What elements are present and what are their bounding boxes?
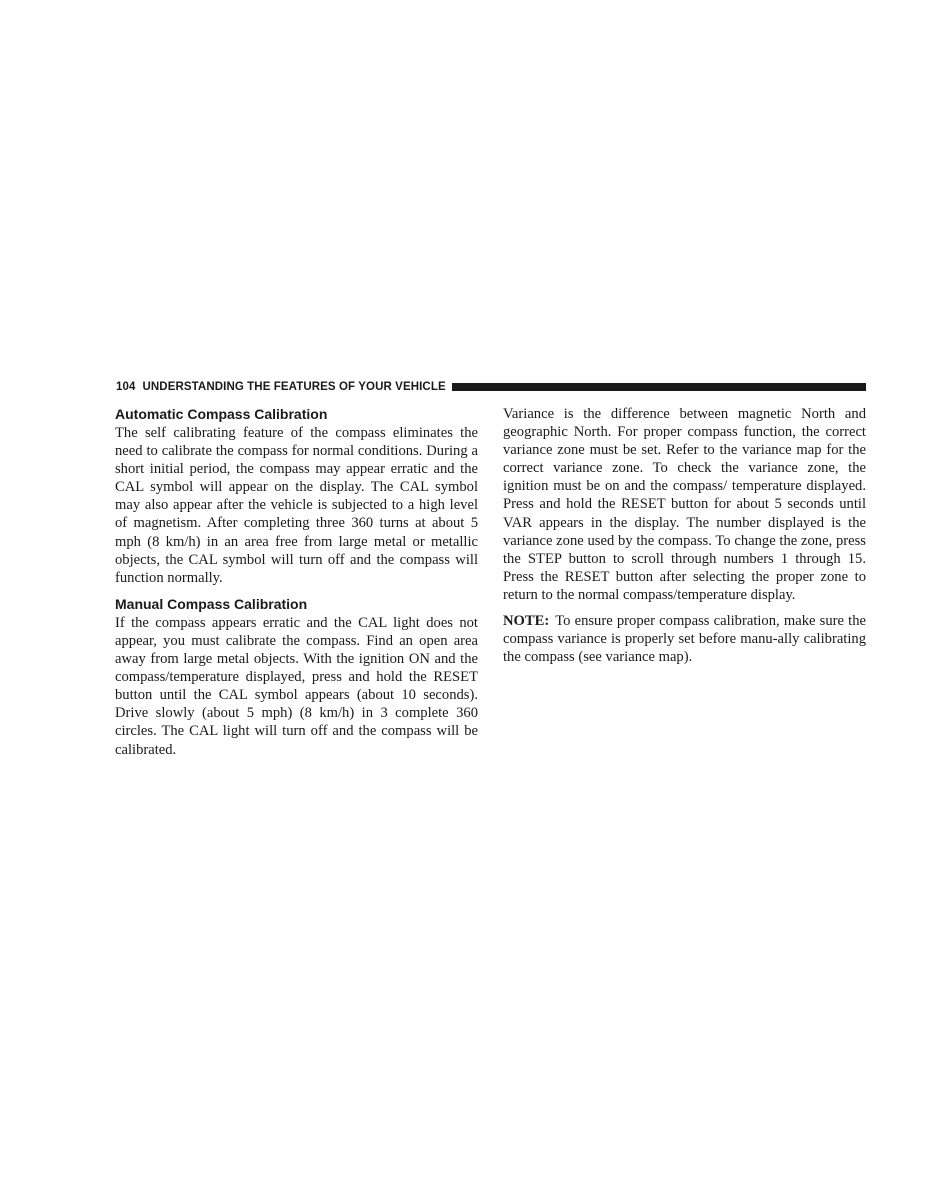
left-column xyxy=(115,405,478,759)
manual-calibration-heading: Manual Compass Calibration xyxy=(115,595,308,612)
note-label: NOTE: xyxy=(503,613,550,630)
page-number: 104 xyxy=(116,381,136,393)
section-title: UNDERSTANDING THE FEATURES OF YOUR VEHICLE xyxy=(142,381,446,393)
automatic-calibration-text: The self calibrating feature of the compass eliminates the need to calibrate the compass for normal conditions. During a short initial period, the compass may appear erratic and the CAL symbol will appear on the display. The CAL symbol may also appear after the vehicle is subjected to a high level of magnetism. After completing three 360 turns at about 5 mph (8 km/h) in an area free from large metal or metallic objects, the CAL symbol will turn off and the compass will function normally. xyxy=(115,425,478,586)
page-header xyxy=(116,379,866,395)
variance-text: Variance is the difference between magnetic North and geographic North. For proper compass function, the correct variance zone must be set. Refer to the variance map for the correct variance zone. To check the variance zone, the ignition must be on and the compass/ temperature displayed. Press and hold the RESET button for about 5 seconds until VAR appears in the display. The number displayed is the variance zone used by the compass. To change the zone, press the STEP button to scroll through numbers 1 through 15. Press the RESET button after selecting the proper zone to return to the normal compass/temperature display. xyxy=(503,406,866,603)
note-text: To ensure proper compass calibration, make sure the compass variance is properly set before manu-ally calibrating the compass (see variance map). xyxy=(503,613,866,666)
note-paragraph xyxy=(503,612,866,666)
automatic-calibration-heading: Automatic Compass Calibration xyxy=(115,406,328,422)
right-column xyxy=(503,405,866,666)
manual-calibration-text: If the compass appears erratic and the CAL light does not appear, you must calibrate the compass. Find an open area away from large metal objects. With the ignition ON and the compass/temperature displayed, press and hold the RESET button until the CAL symbol appears (about 10 seconds). Drive slowly (about 5 mph) (8 km/h) in 3 complete 360 circles. The CAL light will turn off and the compass will be calibrated. xyxy=(115,614,478,758)
header-rule xyxy=(452,383,866,391)
